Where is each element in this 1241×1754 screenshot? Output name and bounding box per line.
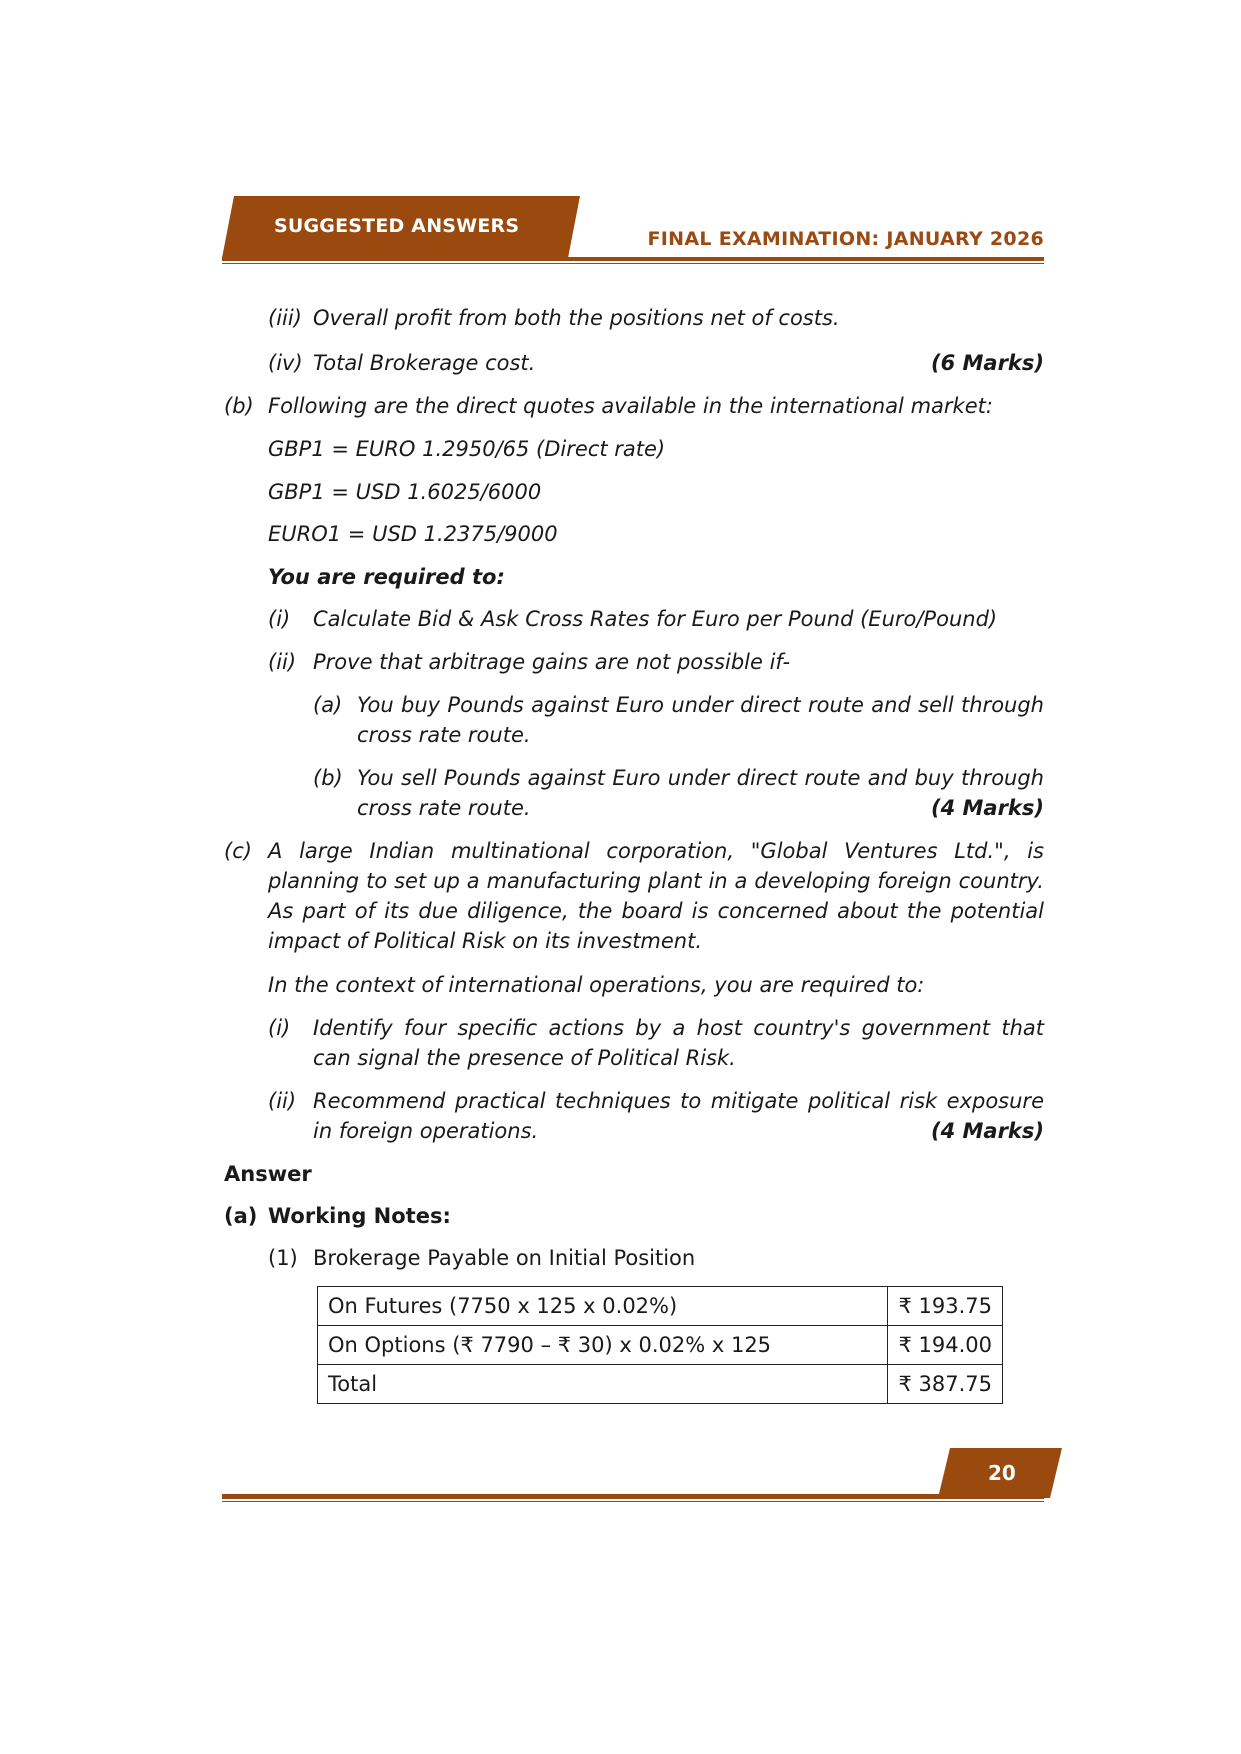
qb-sub-a-label: (a): [313, 693, 343, 717]
page-number: 20: [988, 1461, 1016, 1485]
qc-item-ii-text: Recommend practical techniques to mitigate political risk exposure in foreign operations.: [313, 1089, 1044, 1143]
header-tab: [222, 196, 580, 258]
table-cell-desc: On Futures (7750 x 125 x 0.02%): [318, 1287, 888, 1326]
header-rule: [222, 257, 1044, 261]
working-notes-heading: Working Notes:: [268, 1204, 451, 1228]
table-row: [318, 1365, 1003, 1404]
qb-required: You are required to:: [268, 565, 505, 589]
qb-intro: Following are the direct quotes available in the international market:: [268, 394, 993, 418]
qc-label: (c): [224, 839, 252, 863]
table-cell-amount: ₹ 193.75: [888, 1287, 1003, 1326]
answer-part-label: (a): [224, 1204, 258, 1228]
qb-sub-a-text: You buy Pounds against Euro under direct route and sell through cross rate route.: [357, 693, 1044, 747]
qb-quote-3: EURO1 = USD 1.2375/9000: [268, 522, 558, 546]
table-row: [318, 1287, 1003, 1326]
qb-item-i-text: Calculate Bid & Ask Cross Rates for Euro per Pound (Euro/Pound): [313, 607, 998, 631]
qa-marks: (6 Marks): [930, 351, 1044, 375]
exam-title: FINAL EXAMINATION: JANUARY 2026: [647, 228, 1044, 250]
qc-item-ii-label: (ii): [268, 1089, 297, 1113]
qb-item-i-label: (i): [268, 607, 291, 631]
qa-item-iv-label: (iv): [268, 351, 303, 375]
table-cell-desc: On Options (₹ 7790 – ₹ 30) x 0.02% x 125: [318, 1326, 888, 1365]
brokerage-table: [317, 1286, 1003, 1404]
qa-item-iii-label: (iii): [268, 306, 302, 330]
header-rule-thin: [222, 263, 1044, 264]
qb-label: (b): [224, 394, 254, 418]
qc-context: In the context of international operations, you are required to:: [268, 973, 925, 997]
qb-quote-1: GBP1 = EURO 1.2950/65 (Direct rate): [268, 437, 666, 461]
qc-item-i-text: Identify four specific actions by a host country's government that can signal the presence of Political Risk.: [313, 1016, 1044, 1070]
qb-item-ii-label: (ii): [268, 650, 297, 674]
note-1-title: Brokerage Payable on Initial Position: [313, 1246, 696, 1270]
qb-sub-b-text: You sell Pounds against Euro under direct route and buy through cross rate route.: [357, 766, 1044, 820]
qc-item-i-label: (i): [268, 1016, 291, 1040]
table-row: [318, 1326, 1003, 1365]
qa-item-iv-text: Total Brokerage cost.: [313, 351, 536, 375]
table-cell-amount: ₹ 194.00: [888, 1326, 1003, 1365]
answer-heading: Answer: [224, 1162, 312, 1186]
qb-item-ii-text: Prove that arbitrage gains are not possible if-: [313, 650, 791, 674]
qc-text: A large Indian multinational corporation, "Global Ventures Ltd.", is planning to set up a manufacturing plant in a developing foreign country. As part of its due diligence, the board is concerned about the potential impact of Political Risk on its investment.: [268, 839, 1044, 953]
note-1-label: (1): [268, 1246, 298, 1270]
qb-marks: (4 Marks): [930, 796, 1044, 820]
qa-item-iii-text: Overall profit from both the positions net of costs.: [313, 306, 840, 330]
footer-rule: [222, 1494, 1044, 1499]
qb-sub-b-label: (b): [313, 766, 343, 790]
header-tab-label: SUGGESTED ANSWERS: [274, 215, 520, 237]
table-cell-desc: Total: [318, 1365, 888, 1404]
footer-rule-thin: [222, 1501, 1044, 1502]
qb-quote-2: GBP1 = USD 1.6025/6000: [268, 480, 542, 504]
qc-marks: (4 Marks): [930, 1119, 1044, 1143]
table-cell-amount: ₹ 387.75: [888, 1365, 1003, 1404]
